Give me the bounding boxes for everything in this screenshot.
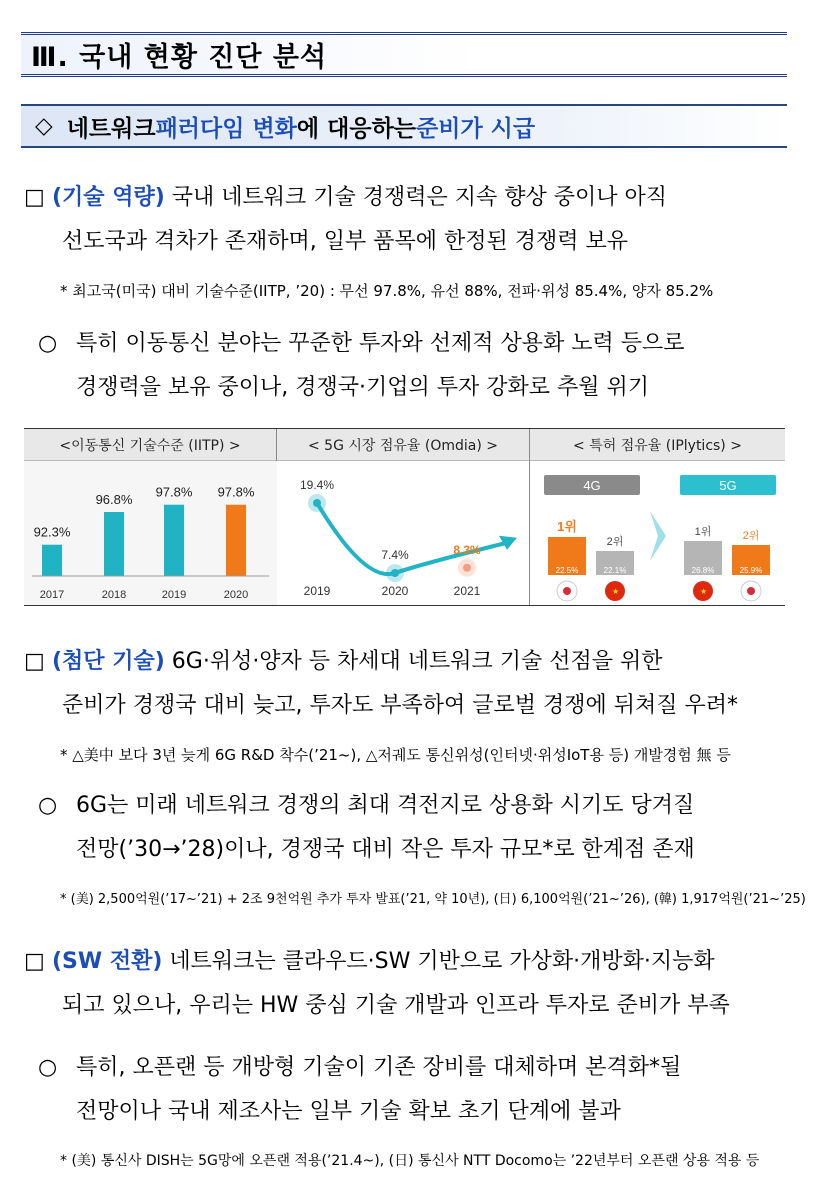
- data-label: 97.8%: [155, 484, 193, 500]
- rank-label: 1위: [694, 526, 712, 538]
- data-label: 92.3%: [33, 524, 71, 540]
- section-title: Ⅲ. 국내 현황 진단 분석: [21, 32, 787, 77]
- chart-panel: [24, 428, 785, 606]
- tick-label: 2020: [381, 584, 409, 598]
- tick-label: 2019: [303, 584, 331, 598]
- data-point: [313, 499, 321, 507]
- data-label: 97.8%: [217, 484, 255, 500]
- tick-label: 2018: [101, 589, 127, 601]
- paragraph-6g: ○ 6G는 미래 네트워크 경쟁의 최대 격전지로 상용화 시기도 당겨질 전망(’30→’28)이나, 경쟁국 대비 작은 투자 규모*로 한계점 존재: [38, 784, 798, 872]
- bar-chart: [24, 461, 277, 605]
- sub-heading: ◇ 네트워크 패러다임 변화 에 대응하는 준비가 시급: [21, 104, 787, 148]
- china-flag-icon: ★: [700, 587, 708, 596]
- data-label: 22.1%: [603, 566, 627, 575]
- data-label: 7.4%: [381, 548, 409, 562]
- chart-title: < 5G 시장 점유율 (Omdia) >: [277, 429, 529, 461]
- patent-graphic: [530, 461, 785, 605]
- footnote: * 최고국(미국) 대비 기술수준(IITP, ’20) : 무선 97.8%, 유선 88%, 전파·위성 85.4%, 양자 85.2%: [60, 282, 714, 300]
- tick-label: 2019: [161, 589, 187, 601]
- bar: [104, 512, 124, 576]
- korea-flag-icon: [747, 587, 755, 595]
- chart-5g-share: [277, 429, 530, 605]
- paragraph-openran: ○ 특히, 오픈랜 등 개방형 기술이 기존 장비를 대체하며 본격화*될 전망이나 국내 제조사는 일부 기술 확보 초기 단계에 불과: [38, 1046, 798, 1134]
- data-label: 8.3%: [453, 542, 481, 557]
- tick-label: 2021: [453, 584, 481, 598]
- data-label: 96.8%: [95, 492, 133, 507]
- data-label: 26.8%: [691, 566, 715, 575]
- circle-marker: ○: [38, 793, 58, 818]
- group-label: 5G: [719, 478, 737, 493]
- footnote: * △美中 보다 3년 늦게 6G R&D 착수(’21~), △저궤도 통신위성(인터넷·위성IoT용 등) 개발경험 無 등: [60, 746, 731, 764]
- diamond-icon: ◇: [35, 113, 53, 139]
- korea-flag-icon: [563, 587, 571, 595]
- footnote: * (美) 2,500억원(’17~’21) + 2조 9천억원 추가 투자 발표(’21, 약 10년), (日) 6,100억원(’21~’26), (韓) 1,917억원(’21~’25): [60, 892, 806, 907]
- chart-patent-share: [530, 429, 785, 605]
- series-line: [317, 503, 507, 574]
- data-point: [463, 564, 471, 572]
- rank-label: 2위: [742, 530, 760, 542]
- category-label: (SW 전환): [52, 949, 163, 974]
- tick-label: 2017: [39, 589, 65, 601]
- bar: [164, 505, 184, 576]
- chart-tech-level: [24, 429, 277, 605]
- group-label: 4G: [583, 478, 601, 493]
- category-label: (첨단 기술): [52, 649, 165, 674]
- chart-title: < 특허 점유율 (IPlytics) >: [530, 429, 785, 461]
- chart-title: <이동통신 기술수준 (IITP) >: [24, 429, 276, 461]
- paragraph-sw-transition: □ (SW 전환) 네트워크는 클라우드·SW 기반으로 가상화·개방화·지능화 되고 있으나, 우리는 HW 중심 기술 개발과 인프라 투자로 준비가 부족: [24, 940, 794, 1028]
- circle-marker: ○: [38, 331, 58, 356]
- checkbox-marker: □: [24, 185, 45, 210]
- paragraph-tech-capability: □ (기술 역량) 국내 네트워크 기술 경쟁력은 지속 향상 중이나 아직 선도국과 격차가 존재하며, 일부 품목에 한정된 경쟁력 보유: [24, 176, 794, 264]
- rank-label: 2위: [606, 536, 624, 548]
- footnote: * (美) 통신사 DISH는 5G망에 오픈랜 적용(’21.4~), (日) 통신사 NTT Docomo는 ’22년부터 오픈랜 상용 적용 등: [60, 1153, 760, 1169]
- rank-label: 1위: [557, 519, 577, 534]
- bar: [226, 505, 246, 576]
- paragraph-advanced-tech: □ (첨단 기술) 6G·위성·양자 등 차세대 네트워크 기술 선점을 위한 준비가 경쟁국 대비 늦고, 투자도 부족하여 글로벌 경쟁에 뒤쳐질 우려*: [24, 640, 794, 728]
- bar: [42, 545, 62, 576]
- line-chart: [277, 461, 530, 605]
- china-flag-icon: ★: [612, 587, 620, 596]
- data-label: 22.5%: [555, 566, 579, 575]
- checkbox-marker: □: [24, 649, 45, 674]
- paragraph-mobile: ○ 특히 이동통신 분야는 꾸준한 투자와 선제적 상용화 노력 등으로 경쟁력을 보유 중이나, 경쟁국·기업의 투자 강화로 추월 위기: [38, 322, 798, 410]
- data-point: [391, 569, 399, 577]
- transition-arrow: [650, 511, 666, 561]
- circle-marker: ○: [38, 1055, 58, 1080]
- category-label: (기술 역량): [52, 185, 165, 210]
- data-label: 19.4%: [299, 478, 335, 492]
- data-label: 25.9%: [739, 566, 763, 575]
- checkbox-marker: □: [24, 949, 45, 974]
- tick-label: 2020: [223, 589, 249, 601]
